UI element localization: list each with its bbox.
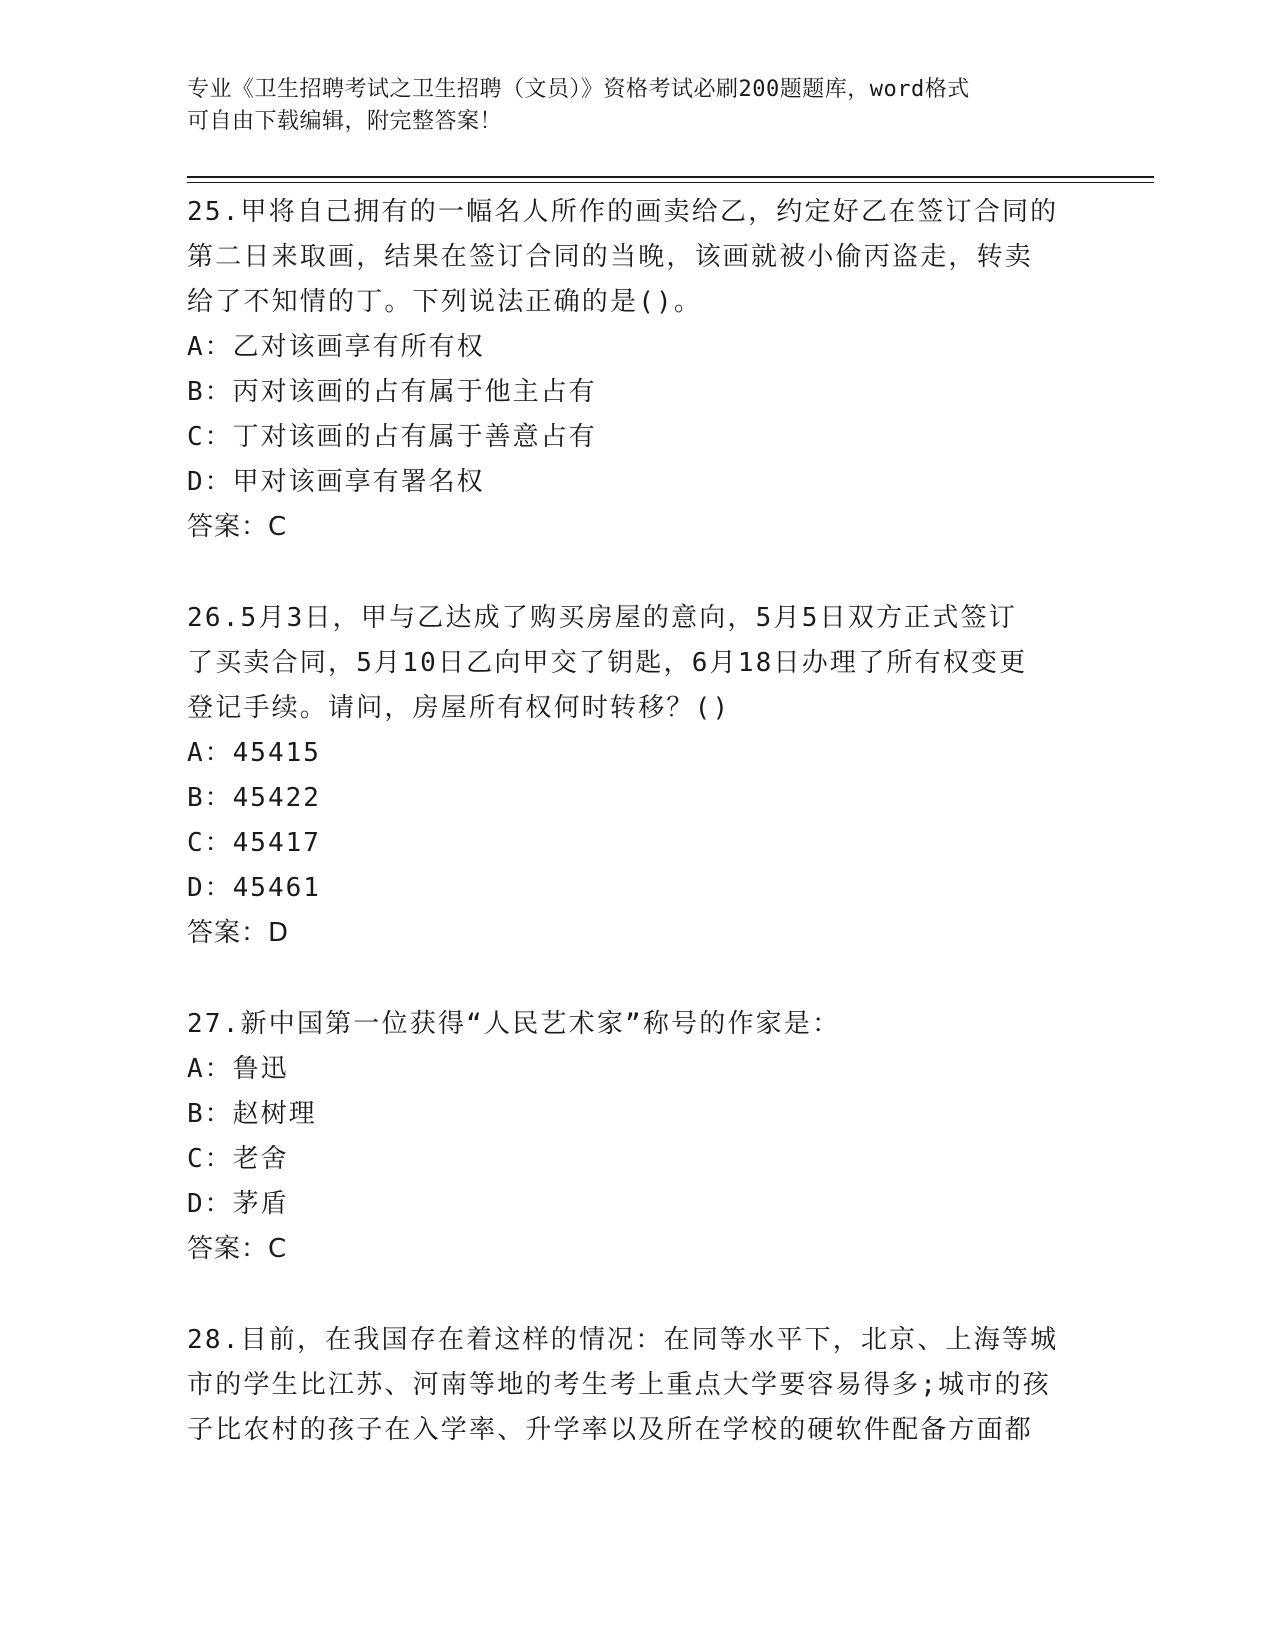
header-rule-thin bbox=[187, 182, 1154, 183]
option-b: B：丙对该画的占有属于他主占有 bbox=[187, 377, 597, 407]
header-line-2: 可自由下载编辑，附完整答案！ bbox=[187, 109, 503, 134]
question-text-line: 25.甲将自己拥有的一幅名人所作的画卖给乙，约定好乙在签订合同的 bbox=[187, 197, 1059, 227]
option-b: B：赵树理 bbox=[187, 1099, 317, 1129]
answer-label: 答案：C bbox=[187, 1234, 288, 1264]
question-text-line: 26.5月3日，甲与乙达成了购买房屋的意向，5月5日双方正式签订 bbox=[187, 603, 1017, 633]
document-header bbox=[187, 74, 1067, 138]
question-text-line: 了买卖合同，5月10日乙向甲交了钥匙，6月18日办理了所有权变更 bbox=[187, 648, 1028, 678]
header-line-1: 专业《卫生招聘考试之卫生招聘（文员）》资格考试必刷200题题库，word格式 bbox=[187, 77, 970, 102]
question-text-line: 给了不知情的丁。下列说法正确的是()。 bbox=[187, 287, 703, 317]
question-28 bbox=[187, 1318, 1087, 1453]
header-rule-thick bbox=[187, 176, 1154, 178]
question-text-line: 第二日来取画，结果在签订合同的当晚，该画就被小偷丙盗走，转卖 bbox=[187, 242, 1034, 272]
option-a: A：乙对该画享有所有权 bbox=[187, 332, 485, 362]
question-list bbox=[187, 190, 1087, 1499]
option-c: C：丁对该画的占有属于善意占有 bbox=[187, 422, 597, 452]
question-text-line: 27.新中国第一位获得“人民艺术家”称号的作家是： bbox=[187, 1009, 841, 1039]
option-d: D：甲对该画享有署名权 bbox=[187, 467, 485, 497]
question-text-line: 登记手续。请问，房屋所有权何时转移？() bbox=[187, 693, 731, 723]
option-d: D：45461 bbox=[187, 873, 321, 903]
answer-label: 答案：D bbox=[187, 918, 290, 948]
option-c: C：老舍 bbox=[187, 1144, 289, 1174]
option-b: B：45422 bbox=[187, 783, 321, 813]
question-25 bbox=[187, 190, 1087, 550]
option-d: D：茅盾 bbox=[187, 1189, 289, 1219]
question-text-line: 子比农村的孩子在入学率、升学率以及所在学校的硬软件配备方面都 bbox=[187, 1415, 1034, 1445]
question-26 bbox=[187, 596, 1087, 956]
answer-label: 答案：C bbox=[187, 512, 288, 542]
question-27 bbox=[187, 1002, 1087, 1272]
option-a: A：鲁迅 bbox=[187, 1054, 289, 1084]
option-a: A：45415 bbox=[187, 738, 321, 768]
question-text-line: 28.目前，在我国存在着这样的情况：在同等水平下，北京、上海等城 bbox=[187, 1325, 1059, 1355]
question-text-line: 市的学生比江苏、河南等地的考生考上重点大学要容易得多;城市的孩 bbox=[187, 1370, 1051, 1400]
option-c: C：45417 bbox=[187, 828, 321, 858]
